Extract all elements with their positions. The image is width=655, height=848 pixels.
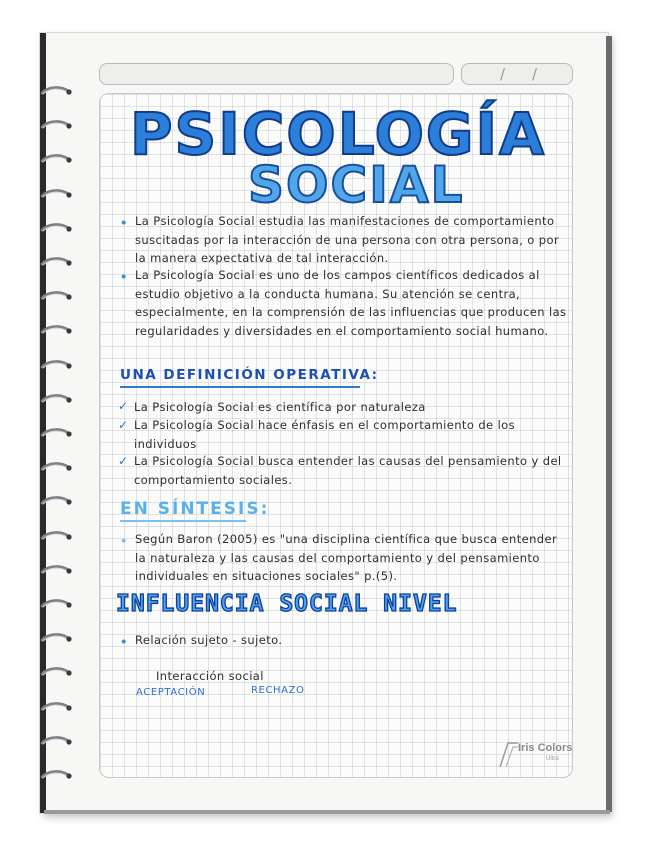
definition-item-3: La Psicología Social busca entender las causas del pensamiento y del comportamiento sociales. bbox=[134, 454, 562, 487]
spiral-ring bbox=[40, 494, 72, 508]
spiral-ring bbox=[40, 221, 72, 235]
bullet-icon: • bbox=[120, 216, 128, 230]
spiral-ring bbox=[40, 631, 72, 645]
definition-item-2: La Psicología Social hace énfasis en el comportamiento de los individuos bbox=[134, 418, 515, 451]
page-subtitle: SOCIAL bbox=[248, 156, 465, 214]
spiral-ring bbox=[40, 323, 72, 337]
notebook-bottom-edge bbox=[44, 810, 610, 814]
grid-writing-area bbox=[99, 93, 573, 778]
brand-subtitle: Ultra bbox=[546, 756, 559, 762]
notebook-right-edge bbox=[606, 36, 612, 812]
page-title: PSICOLOGÍA bbox=[130, 100, 547, 168]
spiral-ring bbox=[40, 187, 72, 201]
heading-underline bbox=[120, 520, 246, 522]
reject-label: RECHAZO bbox=[251, 685, 305, 696]
intro-paragraph-1: La Psicología Social estudia las manifestaciones de comportamiento suscitadas por la interacción de una persona con otra persona, o por la manera expectativa de tal interacción. bbox=[135, 214, 560, 265]
bullet-icon: • bbox=[120, 635, 128, 649]
influence-bullet: Relación sujeto - sujeto. bbox=[135, 633, 283, 647]
check-icon: ✓ bbox=[118, 399, 129, 413]
title-field bbox=[99, 63, 454, 85]
brand-name: Iris Colors bbox=[518, 742, 573, 754]
spiral-ring bbox=[40, 563, 72, 577]
synthesis-heading: EN SÍNTESIS: bbox=[120, 499, 270, 519]
spiral-ring bbox=[40, 426, 72, 440]
spiral-ring bbox=[40, 700, 72, 714]
bullet-icon: • bbox=[120, 270, 128, 284]
heading-underline bbox=[120, 386, 360, 388]
check-icon: ✓ bbox=[118, 454, 129, 468]
definition-heading: UNA DEFINICIÓN OPERATIVA: bbox=[120, 367, 379, 383]
spiral-ring bbox=[40, 392, 72, 406]
spiral-ring bbox=[40, 358, 72, 372]
spiral-ring bbox=[40, 255, 72, 269]
date-separator: / bbox=[532, 65, 538, 83]
spiral-ring bbox=[40, 152, 72, 166]
spiral-ring bbox=[40, 118, 72, 132]
date-separator: / bbox=[500, 65, 506, 83]
spiral-ring bbox=[40, 460, 72, 474]
spiral-ring bbox=[40, 665, 72, 679]
spiral-ring bbox=[40, 289, 72, 303]
spiral-ring bbox=[40, 84, 72, 98]
synthesis-text: Según Baron (2005) es "una disciplina científica que busca entender la naturaleza y las causas del comportamiento y del pensamiento individuales en situaciones sociales" p.(5). bbox=[135, 532, 558, 583]
spiral-ring bbox=[40, 768, 72, 782]
intro-paragraph-2: La Psicología Social es uno de los campos científicos dedicados al estudio objetivo a la conducta humana. Su atención se centra, especialmente, en la comprensión de las influencias que producen las regularidades y diversidades en el comportamiento social humano. bbox=[135, 268, 567, 338]
date-field bbox=[461, 63, 573, 85]
spiral-ring bbox=[40, 734, 72, 748]
spiral-ring bbox=[40, 597, 72, 611]
check-icon: ✓ bbox=[118, 418, 129, 432]
notebook-binding-edge bbox=[40, 33, 46, 813]
accept-label: ACEPTACIÓN bbox=[136, 687, 206, 698]
influence-heading: INFLUENCIA SOCIAL NIVEL bbox=[116, 591, 458, 617]
spiral-ring bbox=[40, 529, 72, 543]
definition-item-1: La Psicología Social es científica por naturaleza bbox=[134, 400, 426, 414]
interaction-label: Interacción social bbox=[156, 669, 264, 683]
bullet-icon: • bbox=[120, 534, 128, 548]
